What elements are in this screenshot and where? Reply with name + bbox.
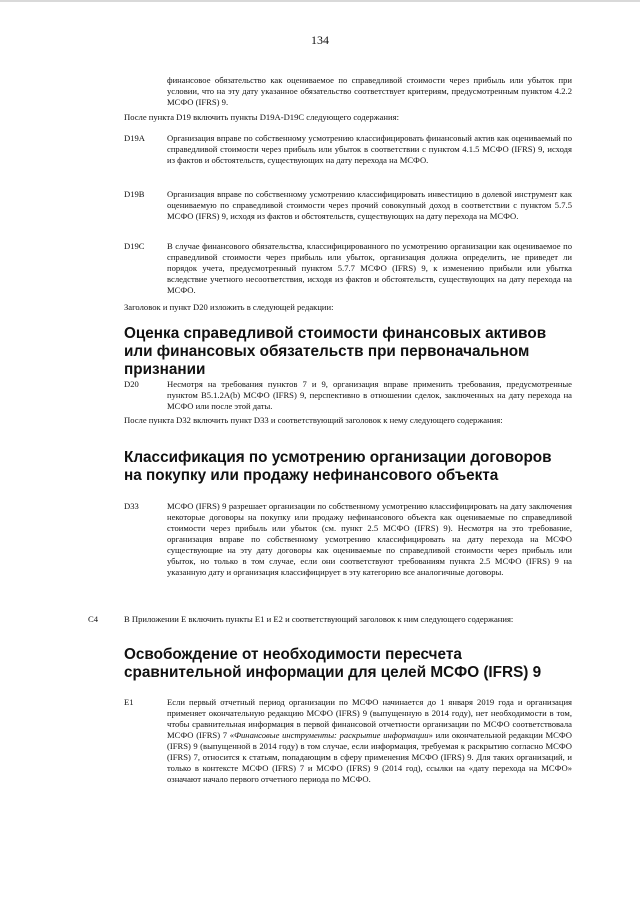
instruction-d33: После пункта D32 включить пункт D33 и соответствующий заголовок к нему следующего содержания: xyxy=(124,415,503,425)
paragraph-label-d20: D20 xyxy=(124,379,139,389)
paragraph-label-d19b: D19B xyxy=(124,189,145,199)
instruction-d19: После пункта D19 включить пункты D19A-D19C следующего содержания: xyxy=(124,112,399,122)
top-scan-edge xyxy=(0,0,640,2)
paragraph-label-c4: C4 xyxy=(88,614,99,624)
paragraph-e1-part2: » или окончательной редакции МСФО (IFRS) 9 (выпущенной в 2014 году) в том случае, если информация, требуемая к раскрытию согласно МСФО (IFRS) 7, относится к статьям, попадающим в сферу применения МСФО (IFRS) 9. Для таких организаций, и только в контексте МСФО (IFRS) 7 и МСФО (IFRS) 9 (2014 год), ссылки на «дату перехода на МСФО» означают начало первого отчетного периода по МСФО. xyxy=(167,730,573,784)
paragraph-e1-italic-title: Финансовые инструменты: раскрытие информации xyxy=(234,730,429,740)
section-heading-exemption: Освобождение от необходимости пересчета сравнительной информации для целей МСФО (IFRS) 9 xyxy=(124,646,542,681)
paragraph-label-e1: E1 xyxy=(124,697,134,707)
paragraph-d19b: Организация вправе по собственному усмотрению классифицировать инвестицию в долевой инструмент как оцениваемую по справедливой стоимости через прочий совокупный доход в соответствии с пунктом 5.7.5 МСФО (IFRS) 9, исходя из фактов и обстоятельств, существующих на дату перехода на МСФО. xyxy=(167,189,572,221)
paragraph-label-d19c: D19C xyxy=(124,241,145,251)
paragraph-label-d33: D33 xyxy=(124,501,139,511)
paragraph-d20: Несмотря на требования пунктов 7 и 9, организация вправе применить требования, предусмотренные пунктом B5.1.2A(b) МСФО (IFRS) 9, перспективно в отношении сделок, заключенных на дату перехода на МСФО или после этой даты. xyxy=(167,379,572,411)
instruction-d20: Заголовок и пункт D20 изложить в следующей редакции: xyxy=(124,302,334,312)
paragraph-e1 xyxy=(167,697,572,785)
section-heading-classification: Классификация по усмотрению организации договоров на покупку или продажу нефинансового объекта xyxy=(124,449,552,484)
paragraph-c4: В Приложении Е включить пункты Е1 и Е2 и соответствующий заголовок к ним следующего содержания: xyxy=(124,614,514,624)
paragraph-label-d19a: D19A xyxy=(124,133,146,143)
paragraph-e1-part1: Если первый отчетный период организации по МСФО начинается до 1 января 2019 года и организация применяет окончательную редакцию МСФО (IFRS) 9 (выпущенную в 2014 году), нет необходимости в том, чтобы сравнительная информация в первой финансовой отчетности организации по МСФО соответствовала МСФО (IFRS) 7 « xyxy=(167,697,572,740)
paragraph-d33: МСФО (IFRS) 9 разрешает организации по собственному усмотрению классифицировать на дату заключения некоторые договоры на покупку или продажу нефинансового объекта как оцениваемые по справедливой стоимости через прибыль или убыток (см. пункт 2.5 МСФО (IFRS) 9). Несмотря на это требование, организация вправе по собственному усмотрению классифицировать на дату перехода на МСФО существующие на эту дату договоры как оцениваемые по справедливой стоимости через прибыль или убыток, но только в том случае, если они соответствуют требованиям пункта 2.5 МСФО (IFRS) 9 на указанную дату и организация классифицирует в эту категорию все аналогичные договоры. xyxy=(167,501,572,577)
section-heading-fair-value: Оценка справедливой стоимости финансовых активов или финансовых обязательств при первоначальном признании xyxy=(124,325,547,378)
page-number: 134 xyxy=(311,33,329,47)
intro-continuation: финансовое обязательство как оцениваемое по справедливой стоимости через прибыль или убыток при условии, что на эту дату указанное обязательство соответствует критериям, предусмотренным пунктом 4.2.2 МСФО (IFRS) 9. xyxy=(167,75,572,107)
paragraph-d19c: В случае финансового обязательства, классифицированного по усмотрению организации как оцениваемое по справедливой стоимости через прибыль или убыток, организация должна определить, не приведет ли порядок учета, предусмотренный пунктом 5.7.7 МСФО (IFRS) 9, к изменению прибыли или убытка вследствие учетного несоответствия, исходя из фактов и обстоятельств, существующих на дату перехода на МСФО. xyxy=(167,241,572,295)
paragraph-d19a: Организация вправе по собственному усмотрению классифицировать финансовый актив как оцениваемый по справедливой стоимости через прибыль или убыток в соответствии с пунктом 4.1.5 МСФО (IFRS) 9, исходя из фактов и обстоятельств, существующих на дату перехода на МСФО. xyxy=(167,133,572,165)
